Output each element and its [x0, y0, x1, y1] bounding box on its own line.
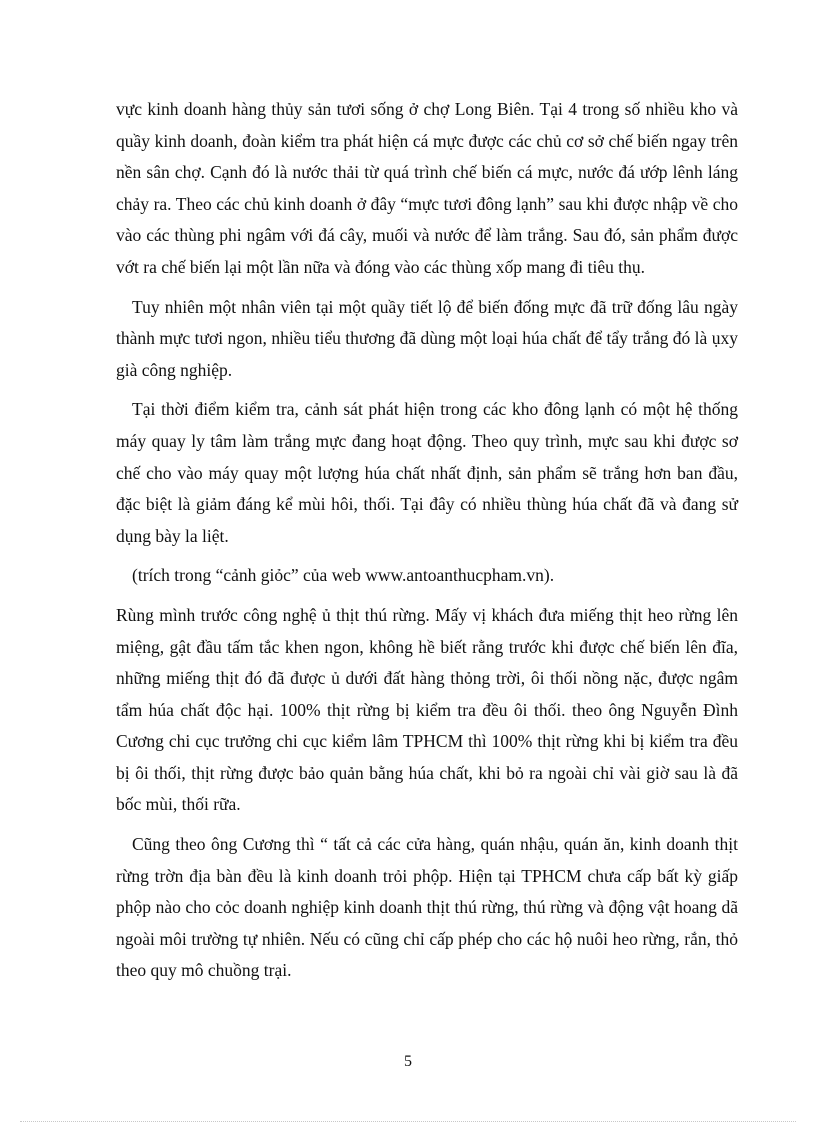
paragraph-squid-market: vực kinh doanh hàng thủy sản tươi sống ở chợ Long Biên. Tại 4 trong số nhiều kho và quầy kinh doanh, đoàn kiểm tra phát hiện cá mực được các chủ cơ sở chế biến ngay trên nền sân chợ. Cạnh đó là nước thải từ quá trình chế biến cá mực, nước đá ướp lênh láng chảy ra. Theo các chủ kinh doanh ở đây “mực tươi đông lạnh” sau khi được nhập về cho vào các thùng phi ngâm với đá cây, muối và nước để làm trắng. Sau đó, sản phẩm được vớt ra chế biến lại một lần nữa và đóng vào các thùng xốp mang đi tiêu thụ.: [116, 99, 738, 277]
paragraph-licensing: Cũng theo ông Cương thì “ tất cả các cửa hàng, quán nhậu, quán ăn, kinh doanh thịt rừng trờn địa bàn đều là kinh doanh trỏi phộp. Hiện tại TPHCM chưa cấp bất kỳ giấp phộp nào cho cỏc doanh nghiệp kinh doanh thịt thú rừng, thú rừng và động vật hoang dã ngoài môi trường tự nhiên. Nếu có cũng chỉ cấp phép cho các hộ nuôi heo rừng, rắn, thỏ theo quy mô chuồng trại.: [116, 834, 738, 981]
paragraph-source-citation: (trích trong “cảnh giỏc” của web www.antoanthucpham.vn).: [132, 565, 555, 586]
paragraph-wild-meat: Rùng mình trước công nghệ ủ thịt thú rừng. Mấy vị khách đưa miếng thịt heo rừng lên miệng, gật đầu tấm tắc khen ngon, không hề biết rằng trước khi được chế biến lên đĩa, những miếng thịt đó đã được ủ dưới đất hàng thỏng trời, ôi thối nồng nặc, được ngâm tẩm húa chất độc hại. 100% thịt rừng bị kiểm tra đều ôi thối. theo ông Nguyễn Đình Cương chi cục trưởng chi cục kiểm lâm TPHCM thì 100% thịt rừng khi bị kiểm tra đều bị ôi thối, thịt rừng được bảo quản bằng húa chất, khi bỏ ra ngoài chỉ vài giờ sau là đã bốc mùi, thối rữa.: [116, 604, 738, 815]
page-bottom-divider: [20, 1121, 796, 1122]
paragraph-centrifuge-machine: Tại thời điểm kiểm tra, cảnh sát phát hiện trong các kho đông lạnh có một hệ thống máy quay ly tâm làm trắng mực đang hoạt động. Theo quy trình, mực sau khi được sơ chế cho vào máy quay một lượng húa chất nhất định, sản phẩm sẽ trắng hơn ban đầu, đặc biệt là giảm đáng kể mùi hôi, thối. Tại đây có nhiều thùng húa chất đã và đang sử dụng bày la liệt.: [116, 399, 738, 546]
page-number: 5: [404, 1053, 412, 1070]
body-text: [116, 94, 738, 995]
paragraph-hydrogen-peroxide: Tuy nhiên một nhân viên tại một quầy tiết lộ để biến đống mực đã trữ đống lâu ngày thành mực tươi ngon, nhiều tiểu thương đã dùng một loại húa chất để tẩy trắng đó là ụxy già công nghiệp.: [116, 296, 738, 380]
